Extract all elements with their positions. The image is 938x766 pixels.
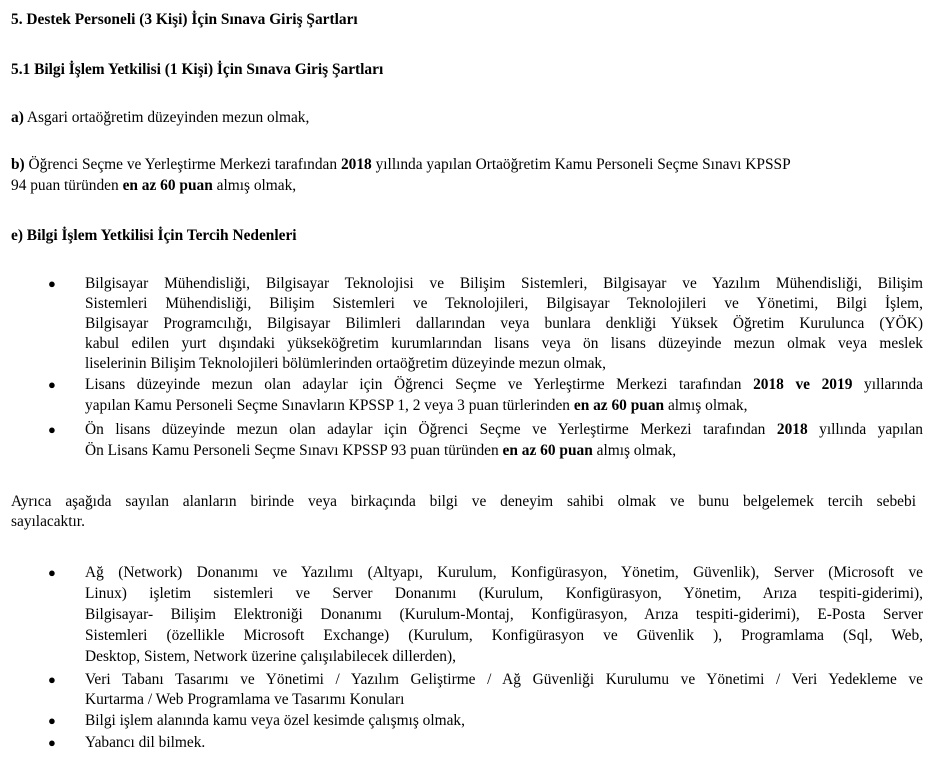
preference-item-2-text-cont: yıllarında [852, 376, 923, 393]
preference-item-3-text: Ön lisans düzeyinde mezun olan adaylar için Öğrenci Seçme ve Yerleştirme Merkezi tarafından [85, 421, 777, 438]
bullet-icon: ● [48, 565, 56, 580]
requirement-a [11, 108, 309, 128]
preference-item-3-text-cont: yıllında yapılan [807, 421, 923, 438]
preference-item-1-line-2: Sistemleri Mühendisliği, Bilişim Sistemleri ve Teknolojileri, Bilgisayar Teknolojileri ve Yönetimi, Bilgi İşlem, [85, 295, 923, 312]
preference-item-3-min-score: en az 60 puan [502, 442, 593, 459]
preference-item-2-years: 2018 ve 2019 [753, 376, 853, 393]
preference-item-2-text-3: almış olmak, [664, 397, 748, 414]
preference-item-1-line-5: liselerinin Bilişim Teknolojileri bölümlerinden ortaöğretim düzeyinde mezun olmak, [85, 355, 606, 372]
requirement-b-min-score: en az 60 puan [122, 177, 213, 194]
requirement-b-text: Öğrenci Seçme ve Yerleştirme Merkezi tarafından [24, 156, 341, 173]
requirement-b-line-2 [11, 176, 296, 196]
bullet-icon: ● [48, 713, 56, 728]
preference-item-2-line-1 [85, 375, 923, 395]
skill-item-1-line-4: Sistemleri (özellikle Microsoft Exchange) (Kurulum, Konfigürasyon ve Güvenlik ), Programlama (Sql, Web, [85, 627, 923, 644]
preference-item-3-text-3: almış olmak, [592, 442, 677, 459]
section-5-1-heading: 5.1 Bilgi İşlem Yetkilisi (1 Kişi) İçin Sınava Giriş Şartları [11, 61, 384, 78]
additional-preferences-paragraph-line-1: Ayrıca aşağıda sayılan alanların birinde veya birkaçında bilgi ve deneyim sahibi olmak ve bunu belgelemek tercih sebebi [11, 493, 916, 510]
skill-item-2-line-2: Kurtarma / Web Programlama ve Tasarımı Konuları [85, 691, 405, 708]
bullet-icon: ● [48, 672, 56, 687]
skill-item-1-line-5: Desktop, Sistem, Network üzerine çalışılabilecek dillerden), [85, 648, 456, 665]
preference-item-2-text-2: yapılan Kamu Personeli Seçme Sınavların KPSSP 1, 2 veya 3 puan türlerinden [85, 397, 574, 414]
section-e-heading: e) Bilgi İşlem Yetkilisi İçin Tercih Nedenleri [11, 227, 297, 244]
preference-item-1-line-4: kabul edilen yurt dışındaki yükseköğretim kurumlarından lisans veya ön lisans düzeyinde mezun olmak veya meslek [85, 335, 923, 352]
preference-item-1-line-3: Bilgisayar Programcılığı, Bilgisayar Bilimleri dallarından veya bunlara denkliği Yüksek Öğretim Kurulunca (YÖK) [85, 315, 923, 332]
additional-preferences-paragraph-line-2: sayılacaktır. [11, 513, 85, 530]
requirement-a-text: Asgari ortaöğretim düzeyinden mezun olmak, [23, 109, 310, 126]
preference-item-2-min-score: en az 60 puan [573, 397, 665, 414]
requirement-b-label: b) [11, 156, 25, 173]
preference-item-3-year: 2018 [776, 421, 808, 438]
requirement-b-text-3: almış olmak, [212, 177, 297, 194]
bullet-icon: ● [48, 422, 56, 437]
requirement-b-line-1 [11, 155, 791, 175]
requirement-b-text-cont: yıllında yapılan Ortaöğretim Kamu Personeli Seçme Sınavı KPSSP [371, 156, 791, 173]
skill-item-1-line-1: Ağ (Network) Donanımı ve Yazılımı (Altyapı, Kurulum, Konfigürasyon, Yönetim, Güvenlik), Server (Microsoft ve [85, 564, 923, 581]
preference-item-2-line-2 [85, 396, 747, 416]
skill-item-1-line-3: Bilgisayar- Bilişim Elektroniği Donanımı (Kurulum-Montaj, Konfigürasyon, Arıza tespiti-giderimi), E-Posta Server [85, 606, 923, 623]
bullet-icon: ● [48, 377, 56, 392]
skill-item-2-line-1: Veri Tabanı Tasarımı ve Yönetimi / Yazılım Geliştirme / Ağ Güvenliği Kurulumu ve Yönetimi / Veri Yedekleme ve [85, 671, 923, 688]
preference-item-3-line-1 [85, 420, 923, 440]
skill-item-1-line-2: Linux) işletim sistemleri ve Server Donanımı (Kurulum, Konfigürasyon, Yönetim, Arıza tespiti-giderimi), [85, 585, 923, 602]
section-5-heading: 5. Destek Personeli (3 Kişi) İçin Sınava Giriş Şartları [11, 11, 358, 28]
preference-item-3-text-2: Ön Lisans Kamu Personeli Seçme Sınavı KPSSP 93 puan türünden [85, 442, 503, 459]
bullet-icon: ● [48, 735, 56, 750]
preference-item-2-text: Lisans düzeyinde mezun olan adaylar için Öğrenci Seçme ve Yerleştirme Merkezi tarafından [85, 376, 754, 393]
requirement-b-year: 2018 [340, 156, 372, 173]
bullet-icon: ● [48, 276, 56, 291]
preference-item-1-line-1: Bilgisayar Mühendisliği, Bilgisayar Teknolojisi ve Bilişim Sistemleri, Bilgisayar ve Yazılım Mühendisliği, Bilişim [85, 275, 923, 292]
skill-item-3: Bilgi işlem alanında kamu veya özel kesimde çalışmış olmak, [85, 712, 465, 729]
requirement-b-text-2: 94 puan türünden [11, 177, 123, 194]
requirement-a-label: a) [11, 109, 24, 126]
preference-item-3-line-2 [85, 441, 676, 461]
skill-item-4: Yabancı dil bilmek. [85, 734, 206, 751]
